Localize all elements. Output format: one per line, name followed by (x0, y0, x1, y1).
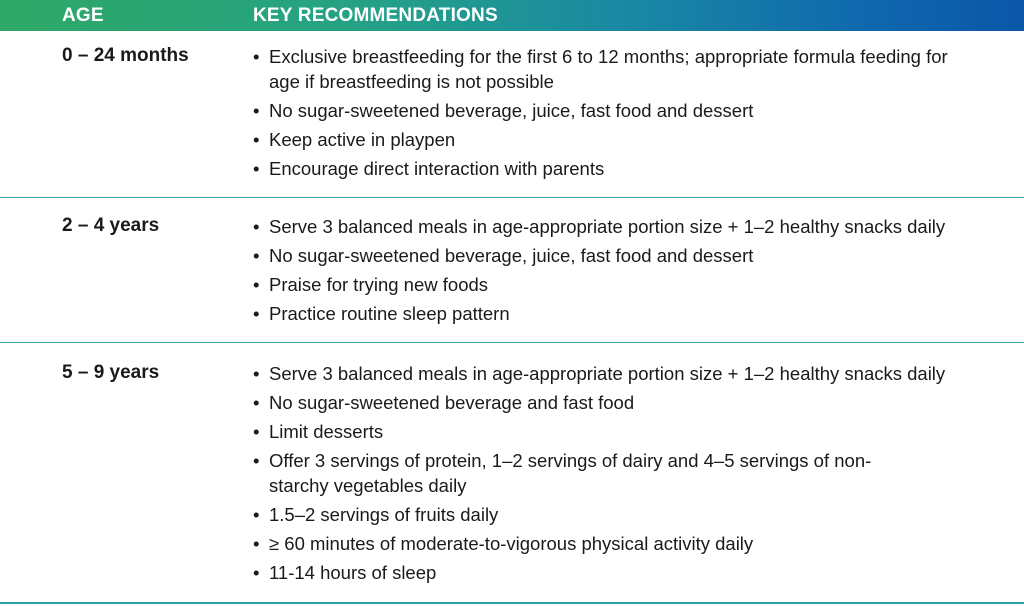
bullet-icon: • (253, 303, 260, 324)
list-item: • Limit desserts (253, 421, 384, 442)
list-item: • Serve 3 balanced meals in age-appropriate portion size + 1–2 healthy snacks daily (253, 216, 946, 237)
bullet-icon: • (253, 421, 260, 442)
table-row-5-9-years (0, 343, 1024, 604)
list-item: • ≥ 60 minutes of moderate-to-vigorous physical activity daily (253, 533, 754, 554)
bullet-icon: • (253, 504, 260, 525)
list-item: • Offer 3 servings of protein, 1–2 servings of dairy and 4–5 servings of non-starchy vegetables daily (253, 450, 872, 496)
list-item: • Keep active in playpen (253, 129, 456, 150)
list-item: • Exclusive breastfeeding for the first 6 to 12 months; appropriate formula feeding for age if breastfeeding is not possible (253, 46, 948, 92)
list-item: • 1.5–2 servings of fruits daily (253, 504, 499, 525)
bullet-icon: • (253, 46, 260, 67)
table-row-0-24-months (0, 31, 1024, 198)
list-item: • Praise for trying new foods (253, 274, 489, 295)
recommendation-list (253, 214, 973, 330)
list-item: • No sugar-sweetened beverage, juice, fast food and dessert (253, 100, 754, 121)
bullet-icon: • (253, 363, 260, 384)
list-item: • 11-14 hours of sleep (253, 562, 437, 583)
bullet-icon: • (253, 245, 260, 266)
bullet-icon: • (253, 216, 260, 237)
bullet-icon: • (253, 450, 260, 471)
bullet-icon: • (253, 158, 260, 179)
bullet-icon: • (253, 392, 260, 413)
list-item: • Serve 3 balanced meals in age-appropriate portion size + 1–2 healthy snacks daily (253, 363, 946, 384)
recommendation-list (253, 361, 973, 589)
table-row-2-4-years (0, 198, 1024, 343)
list-item: • Encourage direct interaction with parents (253, 158, 605, 179)
age-cell: 0 – 24 months (62, 45, 189, 66)
bullet-icon: • (253, 100, 260, 121)
bullet-icon: • (253, 129, 260, 150)
recommendation-list (253, 44, 973, 185)
bullet-icon: • (253, 533, 260, 554)
age-column-header: AGE (62, 5, 104, 26)
list-item: • No sugar-sweetened beverage, juice, fast food and dessert (253, 245, 754, 266)
list-item: • No sugar-sweetened beverage and fast food (253, 392, 635, 413)
table-header (0, 0, 1024, 31)
bullet-icon: • (253, 562, 260, 583)
bullet-icon: • (253, 274, 260, 295)
age-cell: 5 – 9 years (62, 362, 160, 383)
age-cell: 2 – 4 years (62, 215, 160, 236)
recommendations-column-header: KEY RECOMMENDATIONS (253, 5, 498, 26)
list-item: • Practice routine sleep pattern (253, 303, 510, 324)
